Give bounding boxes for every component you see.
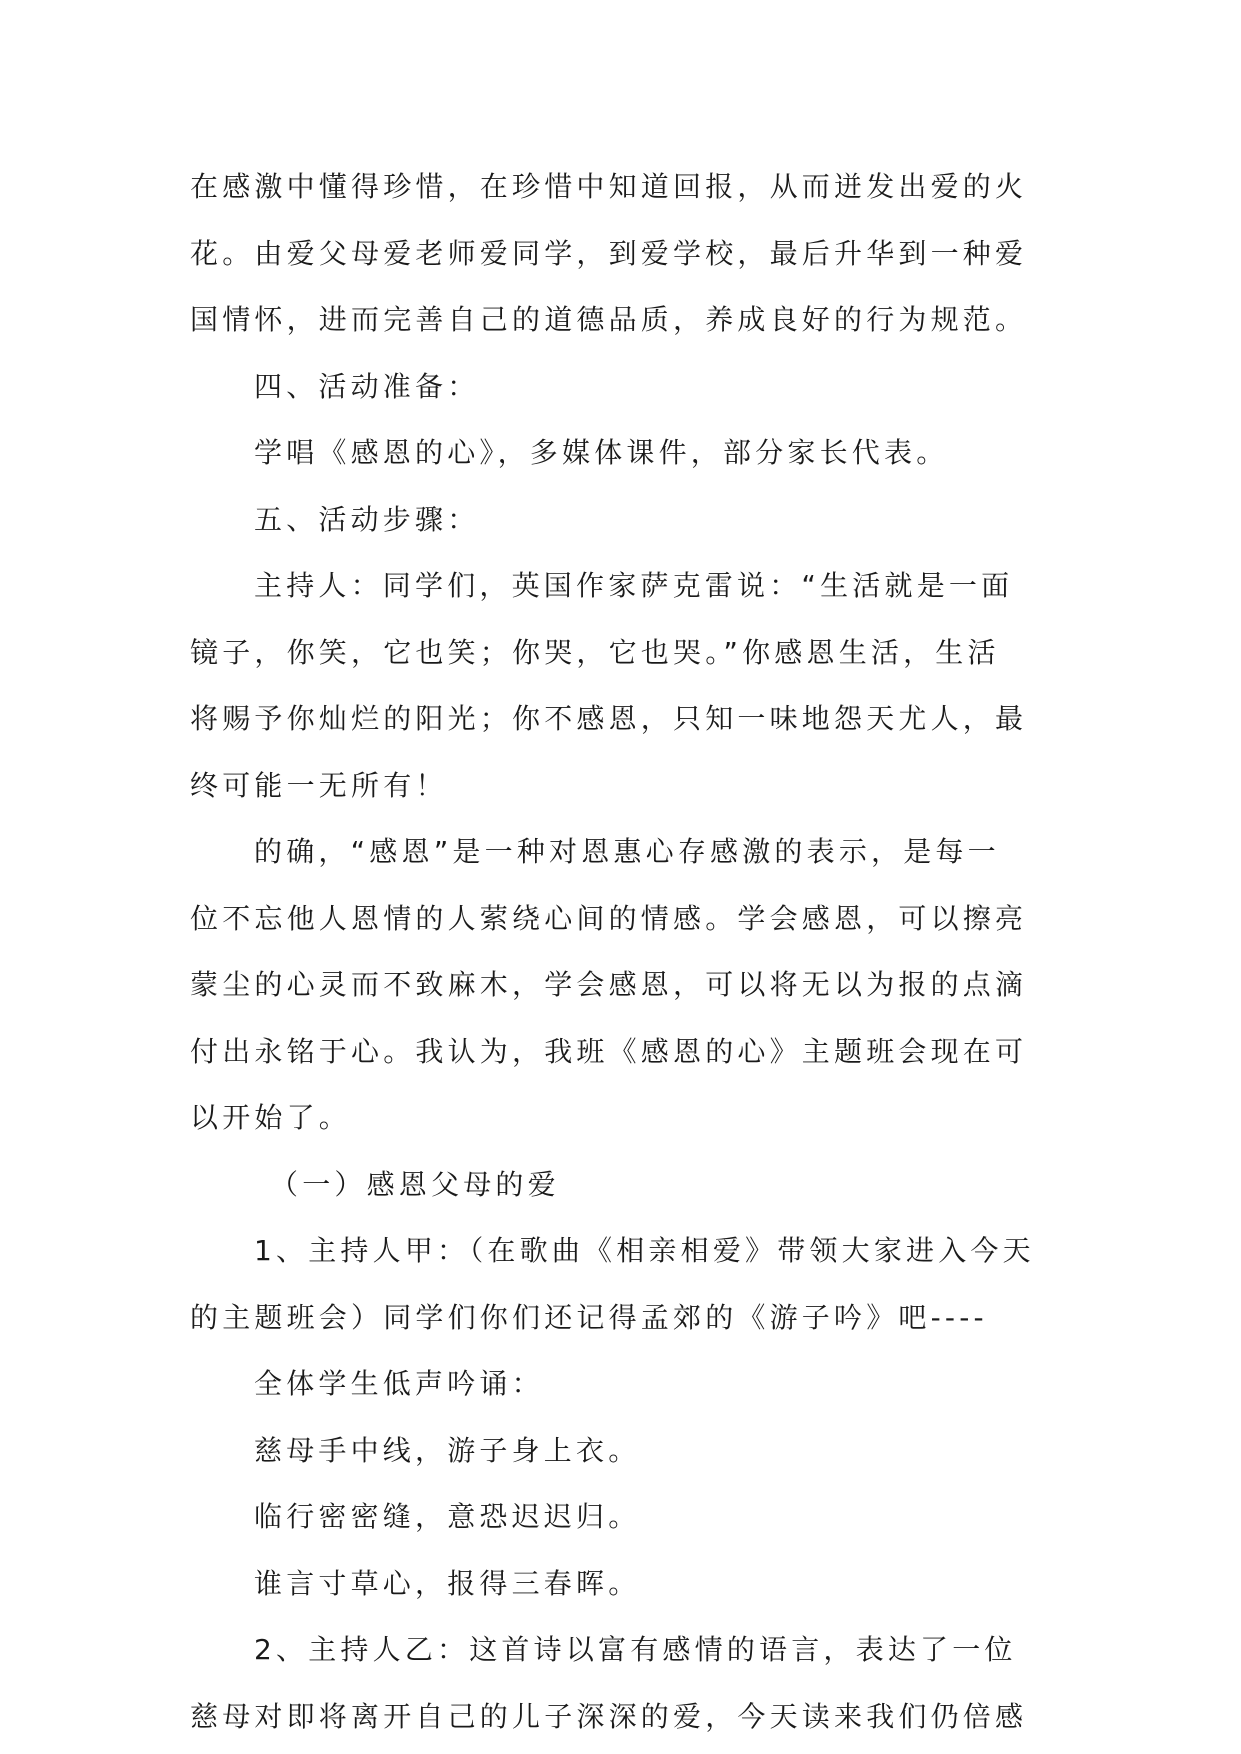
section-heading-steps: 五、活动步骤： <box>254 502 480 536</box>
body-text-line: 在感激中懂得珍惜，在珍惜中知道回报，从而迸发出爱的火 <box>190 170 1028 203</box>
body-text-line: 终可能一无所有！ <box>190 768 448 802</box>
body-text-line: 主持人：同学们，英国作家萨克雷说：“生活就是一面 <box>254 569 1014 602</box>
poem-line: 谁言寸草心，报得三春晖。 <box>254 1566 641 1600</box>
subsection-heading-parents-love: （一）感恩父母的爱 <box>270 1167 560 1201</box>
document-body <box>190 154 1070 1750</box>
body-text-line: 1、主持人甲：（在歌曲《相亲相爱》带领大家进入今天 <box>254 1234 1035 1267</box>
body-text-line: 镜子，你笑，它也笑；你哭，它也哭。”你感恩生活，生活 <box>190 635 1000 669</box>
body-text-line: 2、主持人乙：这首诗以富有感情的语言，表达了一位 <box>254 1633 1017 1666</box>
body-text-line: 慈母对即将离开自己的儿子深深的爱，今天读来我们仍倍感 <box>190 1699 1028 1733</box>
section-heading-preparation: 四、活动准备： <box>254 369 480 403</box>
body-text-line: 蒙尘的心灵而不致麻木，学会感恩，可以将无以为报的点滴 <box>190 968 1028 1001</box>
body-text-line: 学唱《感恩的心》，多媒体课件，部分家长代表。 <box>254 436 949 469</box>
body-text-line: 的主题班会）同学们你们还记得孟郊的《游子吟》吧---- <box>190 1300 988 1334</box>
body-text-line: 全体学生低声吟诵： <box>254 1367 544 1400</box>
body-text-line: 以开始了。 <box>190 1101 352 1134</box>
body-text-line: 位不忘他人恩情的人萦绕心间的情感。学会感恩，可以擦亮 <box>190 901 1028 935</box>
body-text-line: 的确，“感恩”是一种对恩惠心存感激的表示，是每一 <box>254 835 1000 868</box>
body-text-line: 花。由爱父母爱老师爱同学，到爱学校，最后升华到一种爱 <box>190 236 1028 270</box>
poem-line: 临行密密缝，意恐迟迟归。 <box>254 1500 641 1533</box>
body-text-line: 付出永铭于心。我认为，我班《感恩的心》主题班会现在可 <box>190 1034 1028 1068</box>
poem-line: 慈母手中线，游子身上衣。 <box>254 1433 641 1467</box>
body-text-line: 国情怀，进而完善自己的道德品质，养成良好的行为规范。 <box>190 303 1028 336</box>
body-text-line: 将赐予你灿烂的阳光；你不感恩，只知一味地怨天尤人，最 <box>190 702 1028 735</box>
